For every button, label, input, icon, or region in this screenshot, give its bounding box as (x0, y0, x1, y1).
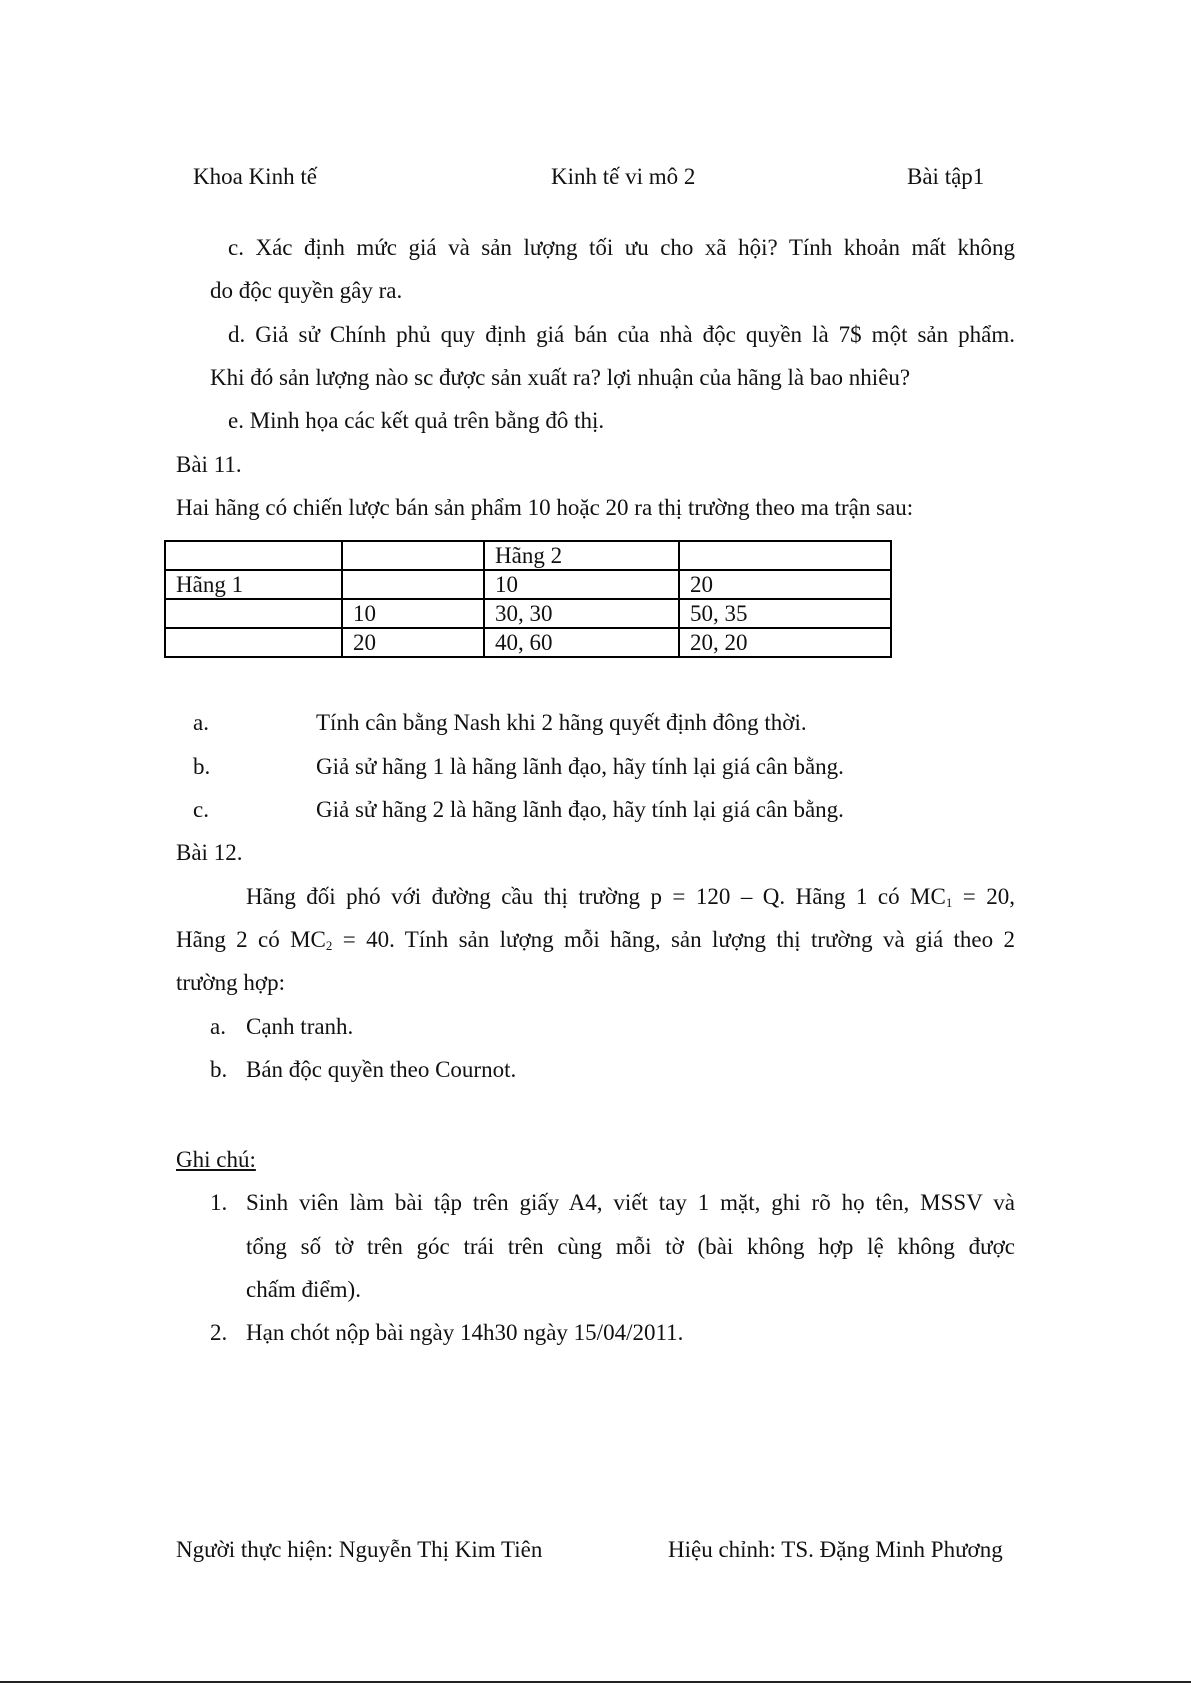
table-row (165, 628, 891, 657)
notes-title: Ghi chú: (176, 1147, 256, 1172)
page-bottom-rule (0, 1681, 1191, 1683)
table-cell (342, 541, 484, 570)
bai11-intro: Hai hãng có chiến lược bán sản phẩm 10 hoặc 20 ra thị trường theo ma trận sau: (176, 495, 914, 520)
table-cell: 30, 30 (484, 599, 679, 628)
table-cell (165, 541, 342, 570)
note-2-label: 2. (210, 1320, 228, 1345)
bai11-q-b-text: Giả sử hãng 1 là hãng lãnh đạo, hãy tính lại giá cân bằng. (316, 754, 844, 779)
note-1-line1: Sinh viên làm bài tập trên giấy A4, viết tay 1 mặt, ghi rõ họ tên, MSSV và (246, 1190, 1015, 1215)
bai11-q-a-label: a. (193, 710, 209, 735)
header-department: Khoa Kinh tế (193, 164, 317, 189)
note-1-label: 1. (210, 1190, 228, 1215)
table-cell: 10 (342, 599, 484, 628)
table-cell: 20, 20 (679, 628, 891, 657)
table-cell: Hãng 2 (484, 541, 679, 570)
bai12-item-a-text: Cạnh tranh. (246, 1014, 354, 1039)
bai10-c-line1: c. Xác định mức giá và sản lượng tối ưu cho xã hội? Tính khoản mất không (228, 235, 1015, 260)
bai12-line3: trường hợp: (176, 970, 285, 995)
bai12-line2: Hãng 2 có $MC_2 = 40$. Tính sản lượng mỗi hãng, sản lượng thị trường và giá theo 2 (176, 927, 1015, 953)
bai11-q-c-text: Giả sử hãng 2 là hãng lãnh đạo, hãy tính lại giá cân bằng. (316, 797, 844, 822)
bai11-q-b-label: b. (193, 754, 211, 779)
header-course: Kinh tế vi mô 2 (551, 164, 696, 189)
note-2-text: Hạn chót nộp bài ngày 14h30 ngày 15/04/2011. (246, 1320, 684, 1345)
bai11-q-a-text: Tính cân bằng Nash khi 2 hãng quyết định đông thời. (316, 710, 807, 735)
table-row (165, 599, 891, 628)
bai12-line1: Hãng đối phó với đường cầu thị trường p = 120 – Q. Hãng 1 có $MC_1 = 20$, (246, 884, 1015, 910)
bai10-e-line: e. Minh họa các kết quả trên bằng đô thị. (228, 408, 605, 433)
bai11-title: Bài 11. (176, 452, 242, 477)
bai12-title: Bài 12. (176, 840, 243, 865)
bai12-item-a-label: a. (210, 1014, 226, 1039)
table-cell: 50, 35 (679, 599, 891, 628)
table-cell: 20 (679, 570, 891, 599)
bai11-q-c-label: c. (193, 797, 209, 822)
bai12-item-b-text: Bán độc quyền theo Cournot. (246, 1057, 517, 1082)
note-1-line2: tổng số tờ trên góc trái trên cùng mỗi tờ (bài không hợp lệ không được (246, 1234, 1015, 1259)
bai10-c-line2: do độc quyền gây ra. (210, 278, 403, 303)
payoff-matrix-table (164, 540, 892, 658)
table-row (165, 541, 891, 570)
table-cell: Hãng 1 (165, 570, 342, 599)
table-row (165, 570, 891, 599)
table-cell: 20 (342, 628, 484, 657)
table-cell: 40, 60 (484, 628, 679, 657)
note-1-line3: chấm điểm). (246, 1277, 361, 1302)
table-cell: 10 (484, 570, 679, 599)
header-assignment: Bài tập1 (907, 164, 985, 189)
footer-author: Người thực hiện: Nguyễn Thị Kim Tiên (176, 1537, 543, 1562)
table-cell (679, 541, 891, 570)
table-cell (165, 628, 342, 657)
bai12-item-b-label: b. (210, 1057, 228, 1082)
bai10-d-line2: Khi đó sản lượng nào sc được sản xuất ra? lợi nhuận của hãng là bao nhiêu? (210, 365, 911, 390)
bai10-d-line1: d. Giả sử Chính phủ quy định giá bán của nhà độc quyền là 7$ một sản phẩm. (228, 322, 1015, 347)
footer-reviewer: Hiệu chỉnh: TS. Đặng Minh Phương (668, 1537, 1003, 1562)
table-cell (165, 599, 342, 628)
table-cell (342, 570, 484, 599)
